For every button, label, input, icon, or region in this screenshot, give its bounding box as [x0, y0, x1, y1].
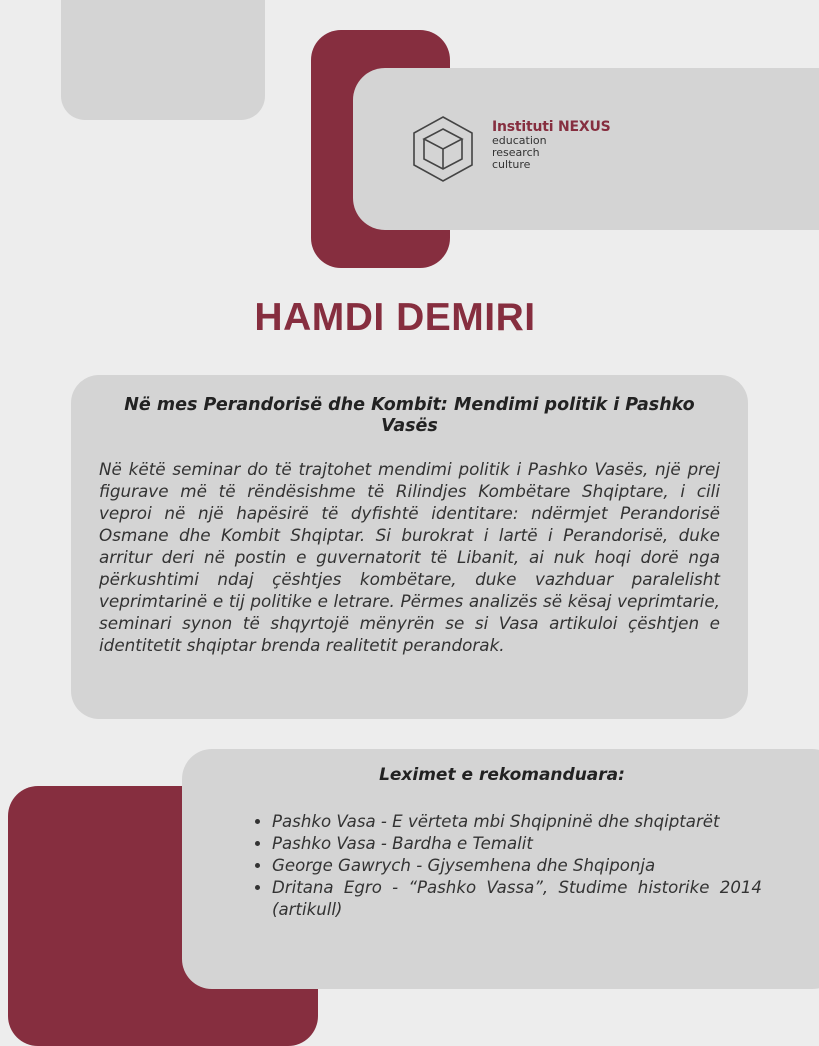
decor-grey-block [61, 0, 265, 120]
logo-name: Instituti NEXUS [492, 119, 611, 135]
seminar-card [71, 375, 748, 719]
seminar-title: Në mes Perandorisë dhe Kombit: Mendimi politik i Pashko Vasës [124, 395, 695, 436]
logo-tagline-3: culture [492, 158, 531, 171]
reading-item: • Pashko Vasa - E vërteta mbi Shqipninë dhe shqiptarët [272, 811, 762, 833]
readings-list [254, 811, 762, 921]
logo-tagline-1: education [492, 134, 547, 147]
reading-item: • Pashko Vasa - Bardha e Temalit [272, 833, 762, 855]
logo-tagline-2: research [492, 146, 540, 159]
reading-item: • George Gawrych - Gjysemhena dhe Shqiponja [272, 855, 762, 877]
readings-card [182, 749, 819, 989]
seminar-description: Në këtë seminar do të trajtohet mendimi politik i Pashko Vasës, një prej figurave më të rëndësishme të Rilindjes Kombëtare Shqiptare, i cili veproi në një hapësirë të dyfishtë identitare: ndërmjet Perandorisë Osmane dhe Kombit Shqiptar. Si burokrat i lartë i Perandorisë, duke arritur deri në postin e guvernatorit të Libanit, ai nuk hoqi dorë nga përkushtimi ndaj çështjes kombëtare, duke vazhduar paralelisht veprimtarinë e tij politike e letrare. Përmes analizës së kësaj veprimtarie, seminari synon të shqyrtojë mënyrën se si Vasa artikuloi çështjen e identitetit shqiptar brenda realitetit perandorak. [99, 459, 720, 655]
speaker-name: HAMDI DEMIRI [254, 296, 536, 339]
institute-logo [410, 115, 611, 183]
cube-logo-icon [410, 115, 476, 183]
readings-title: Leximet e rekomanduara: [379, 765, 625, 785]
reading-item: • Dritana Egro - “Pashko Vassa”, Studime historike 2014 (artikull) [272, 877, 762, 921]
